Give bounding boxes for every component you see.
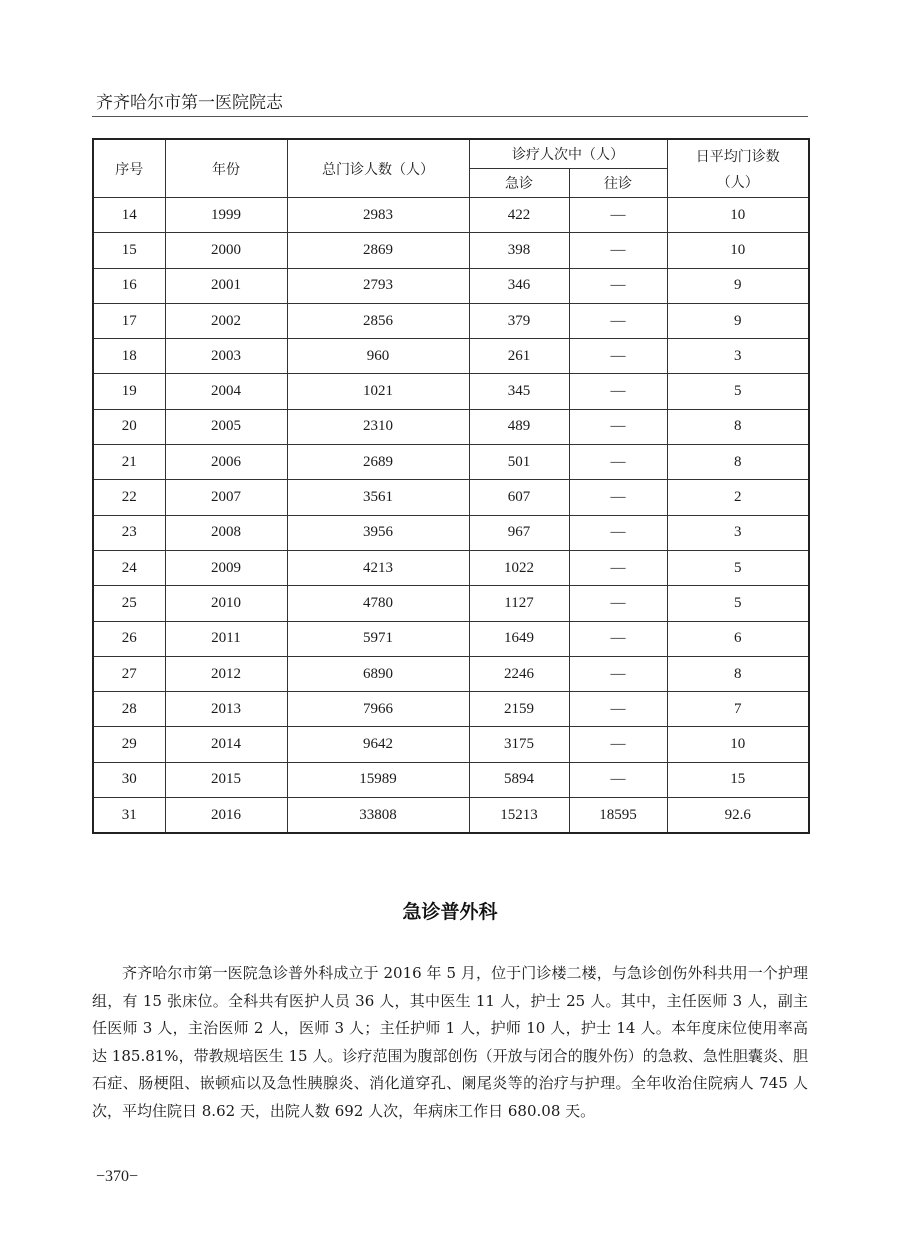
cell-emergency: 422 [469, 198, 569, 233]
cell-total: 1021 [287, 374, 469, 409]
cell-daily-avg: 10 [667, 233, 809, 268]
cell-emergency: 2159 [469, 692, 569, 727]
cell-house-call: — [569, 727, 667, 762]
cell-seq: 17 [93, 303, 165, 338]
cell-emergency: 489 [469, 409, 569, 444]
cell-daily-avg: 6 [667, 621, 809, 656]
table-row [93, 303, 809, 338]
cell-total: 2869 [287, 233, 469, 268]
cell-house-call: — [569, 621, 667, 656]
cell-house-call: — [569, 762, 667, 797]
cell-daily-avg: 10 [667, 198, 809, 233]
header-daily-average-line2: （人） [716, 174, 759, 191]
cell-year: 2013 [165, 692, 287, 727]
cell-daily-avg: 5 [667, 550, 809, 585]
table-row [93, 409, 809, 444]
cell-seq: 25 [93, 586, 165, 621]
header-daily-average [667, 139, 809, 198]
cell-total: 4213 [287, 550, 469, 585]
cell-seq: 15 [93, 233, 165, 268]
header-seq: 序号 [93, 139, 165, 198]
cell-house-call: — [569, 692, 667, 727]
cell-emergency: 379 [469, 303, 569, 338]
cell-daily-avg: 2 [667, 480, 809, 515]
cell-year: 1999 [165, 198, 287, 233]
cell-emergency: 1022 [469, 550, 569, 585]
cell-total: 7966 [287, 692, 469, 727]
table-row [93, 550, 809, 585]
cell-house-call: — [569, 303, 667, 338]
cell-daily-avg: 5 [667, 374, 809, 409]
table-row [93, 233, 809, 268]
cell-house-call: — [569, 233, 667, 268]
cell-emergency: 346 [469, 268, 569, 303]
cell-emergency: 607 [469, 480, 569, 515]
cell-seq: 29 [93, 727, 165, 762]
cell-house-call: — [569, 268, 667, 303]
cell-year: 2014 [165, 727, 287, 762]
cell-house-call: — [569, 198, 667, 233]
cell-daily-avg: 9 [667, 303, 809, 338]
table-row [93, 515, 809, 550]
cell-year: 2000 [165, 233, 287, 268]
cell-seq: 31 [93, 798, 165, 834]
cell-year: 2009 [165, 550, 287, 585]
cell-house-call: — [569, 409, 667, 444]
cell-year: 2001 [165, 268, 287, 303]
cell-total: 9642 [287, 727, 469, 762]
table-row [93, 198, 809, 233]
cell-emergency: 2246 [469, 656, 569, 691]
cell-total: 2689 [287, 445, 469, 480]
cell-seq: 16 [93, 268, 165, 303]
table-row [93, 692, 809, 727]
table-row [93, 656, 809, 691]
cell-year: 2002 [165, 303, 287, 338]
cell-year: 2004 [165, 374, 287, 409]
cell-total: 6890 [287, 656, 469, 691]
cell-house-call: — [569, 374, 667, 409]
cell-total: 15989 [287, 762, 469, 797]
cell-daily-avg: 3 [667, 339, 809, 374]
table-row [93, 339, 809, 374]
table-row [93, 621, 809, 656]
cell-year: 2003 [165, 339, 287, 374]
header-daily-average-line1: 日平均门诊数 [695, 148, 780, 165]
cell-seq: 27 [93, 656, 165, 691]
cell-seq: 18 [93, 339, 165, 374]
page-number: −370− [96, 1168, 139, 1185]
cell-daily-avg: 9 [667, 268, 809, 303]
cell-total: 2983 [287, 198, 469, 233]
cell-emergency: 1127 [469, 586, 569, 621]
table-row [93, 762, 809, 797]
cell-emergency: 261 [469, 339, 569, 374]
cell-emergency: 3175 [469, 727, 569, 762]
table-body [93, 198, 809, 834]
cell-seq: 14 [93, 198, 165, 233]
cell-year: 2006 [165, 445, 287, 480]
table-row [93, 268, 809, 303]
header-house-call: 往诊 [569, 169, 667, 198]
cell-seq: 19 [93, 374, 165, 409]
running-title: 齐齐哈尔市第一医院院志 [96, 93, 283, 113]
cell-seq: 30 [93, 762, 165, 797]
table-row [93, 374, 809, 409]
cell-daily-avg: 15 [667, 762, 809, 797]
cell-total: 3956 [287, 515, 469, 550]
table-row [93, 727, 809, 762]
cell-house-call: — [569, 480, 667, 515]
cell-daily-avg: 3 [667, 515, 809, 550]
cell-house-call: — [569, 515, 667, 550]
cell-seq: 24 [93, 550, 165, 585]
header-year: 年份 [165, 139, 287, 198]
cell-year: 2015 [165, 762, 287, 797]
cell-house-call: — [569, 656, 667, 691]
cell-year: 2011 [165, 621, 287, 656]
cell-year: 2016 [165, 798, 287, 834]
cell-emergency: 398 [469, 233, 569, 268]
cell-seq: 20 [93, 409, 165, 444]
cell-year: 2010 [165, 586, 287, 621]
cell-emergency: 15213 [469, 798, 569, 834]
cell-daily-avg: 7 [667, 692, 809, 727]
cell-total: 2856 [287, 303, 469, 338]
cell-total: 960 [287, 339, 469, 374]
cell-daily-avg: 10 [667, 727, 809, 762]
header-visit-group: 诊疗人次中（人） [469, 139, 667, 169]
cell-house-call: — [569, 550, 667, 585]
cell-seq: 21 [93, 445, 165, 480]
cell-daily-avg: 8 [667, 409, 809, 444]
cell-house-call: — [569, 586, 667, 621]
cell-seq: 23 [93, 515, 165, 550]
cell-year: 2008 [165, 515, 287, 550]
cell-total: 5971 [287, 621, 469, 656]
section-paragraph: 齐齐哈尔市第一医院急诊普外科成立于 2016 年 5 月，位于门诊楼二楼，与急诊创伤外科共用一个护理组，有 15 张床位。全科共有医护人员 36 人，其中医生 11 人，护士 25 人。其中，主任医师 3 人，副主任医师 3 人，主治医师 2 人，医师 3 人；主任护师 1 人，护师 10 人，护士 14 人。本年度床位使用率高达 185.81%，带教规培医生 15 人。诊疗范围为腹部创伤（开放与闭合的腹外伤）的急救、急性胆囊炎、胆石症、肠梗阻、嵌顿疝以及急性胰腺炎、消化道穿孔、阑尾炎等的治疗与护理。全年收治住院病人 745 人次，平均住院日 8.62 天，出院人数 692 人次，年病床工作日 680.08 天。 [92, 964, 808, 1120]
cell-seq: 28 [93, 692, 165, 727]
cell-daily-avg: 8 [667, 445, 809, 480]
cell-emergency: 967 [469, 515, 569, 550]
header-total-outpatients: 总门诊人数（人） [287, 139, 469, 198]
cell-total: 2310 [287, 409, 469, 444]
table-row [93, 798, 809, 834]
cell-year: 2005 [165, 409, 287, 444]
cell-total: 4780 [287, 586, 469, 621]
cell-daily-avg: 5 [667, 586, 809, 621]
cell-daily-avg: 8 [667, 656, 809, 691]
cell-total: 3561 [287, 480, 469, 515]
table-row [93, 480, 809, 515]
outpatient-stats-table [92, 138, 810, 834]
cell-seq: 22 [93, 480, 165, 515]
cell-total: 2793 [287, 268, 469, 303]
cell-emergency: 5894 [469, 762, 569, 797]
cell-total: 33808 [287, 798, 469, 834]
cell-daily-avg: 92.6 [667, 798, 809, 834]
cell-emergency: 345 [469, 374, 569, 409]
cell-emergency: 501 [469, 445, 569, 480]
header-rule [92, 116, 808, 117]
cell-house-call: 18595 [569, 798, 667, 834]
cell-year: 2007 [165, 480, 287, 515]
cell-emergency: 1649 [469, 621, 569, 656]
table-row [93, 586, 809, 621]
header-emergency: 急诊 [469, 169, 569, 198]
section-title: 急诊普外科 [402, 901, 498, 923]
cell-seq: 26 [93, 621, 165, 656]
cell-house-call: — [569, 445, 667, 480]
table-row [93, 445, 809, 480]
cell-year: 2012 [165, 656, 287, 691]
cell-house-call: — [569, 339, 667, 374]
